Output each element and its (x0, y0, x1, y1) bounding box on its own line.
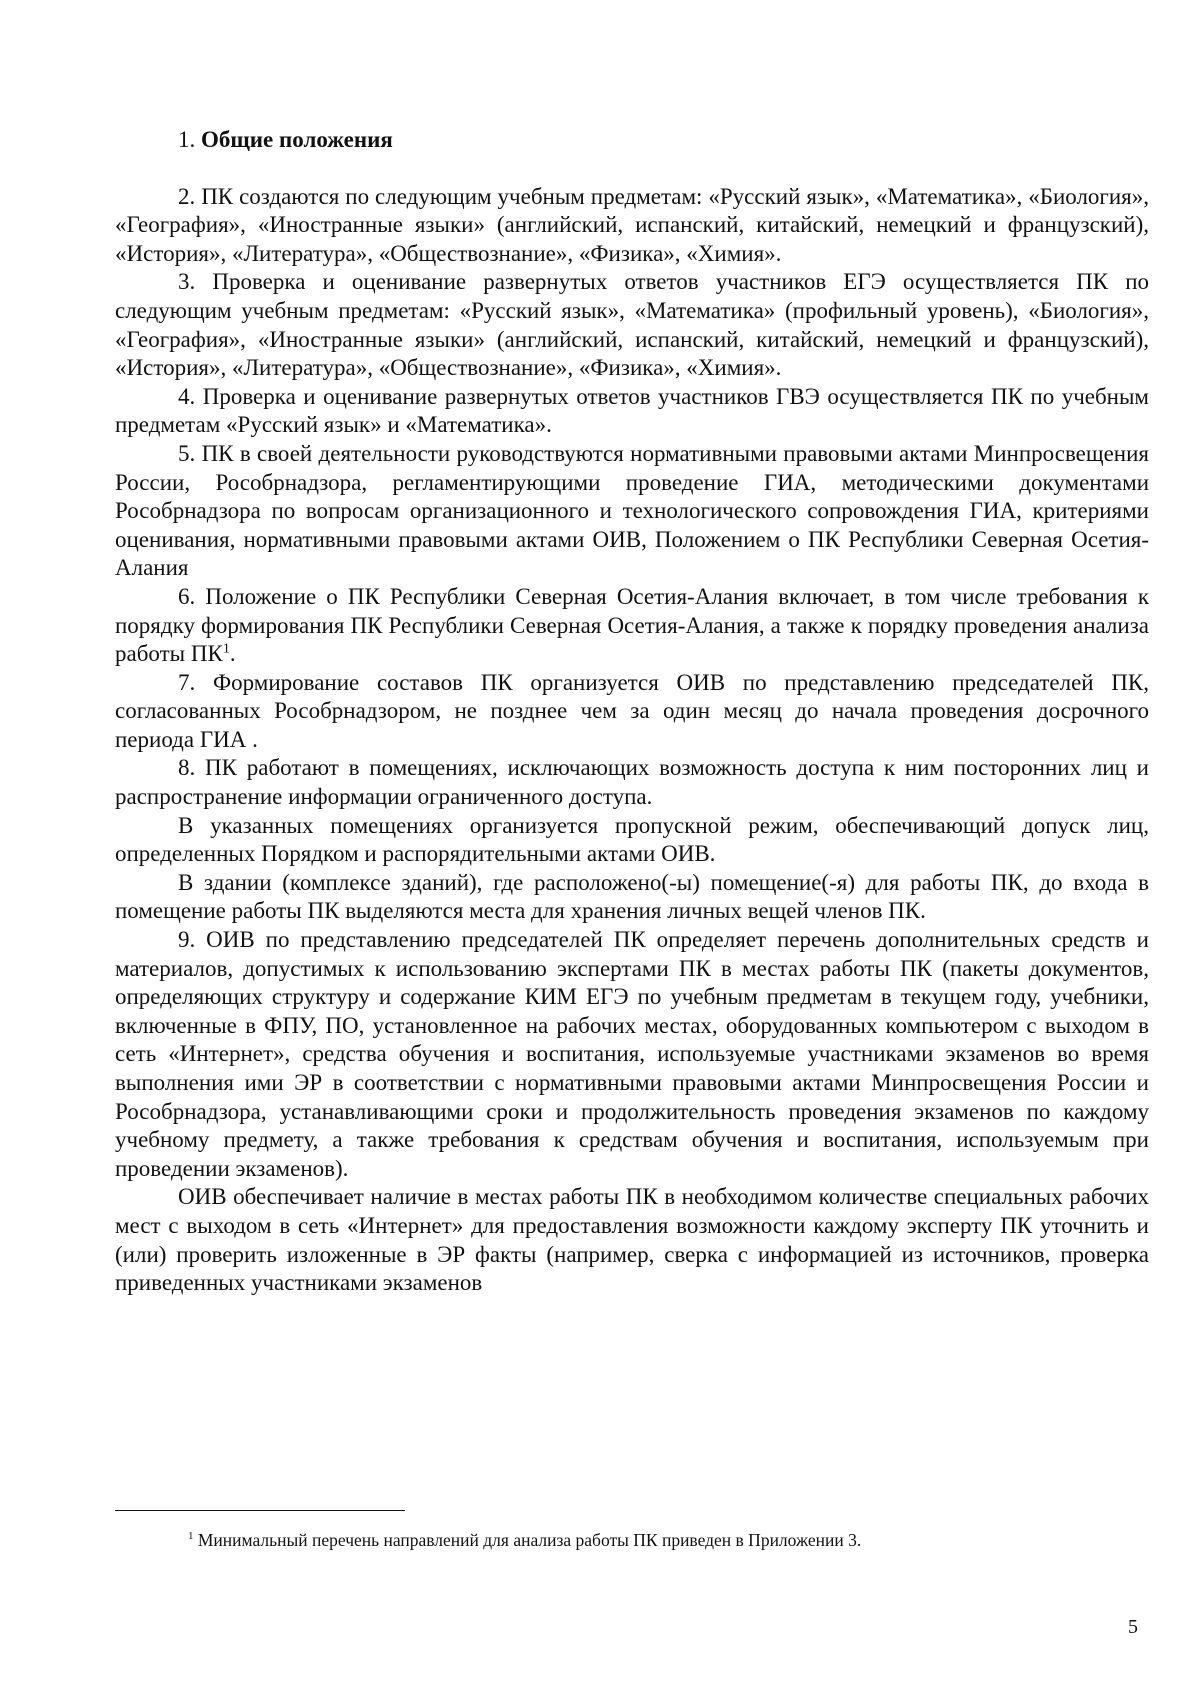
document-body (115, 126, 1149, 1298)
paragraph-9: 9. ОИВ по представлению председателей ПК определяет перечень дополнительных средств и материалов, допустимых к использованию экспертами ПК в местах работы ПК (пакеты документов, определяющих структуру и содержание КИМ ЕГЭ по учебным предметам в текущем году, учебники, включенные в ФПУ, ПО, установленное на рабочих местах, оборудованных компьютером с выходом в сеть «Интернет», средства обучения и воспитания, используемые участниками экзаменов во время выполнения ими ЭР в соответствии с нормативными правовыми актами Минпросвещения России и Рособрнадзора, устанавливающими сроки и продолжительность проведения экзаменов по каждому учебному предмету, а также требования к средствам обучения и воспитания, используемым при проведении экзаменов). (115, 927, 1149, 1181)
paragraph-3: 3. Проверка и оценивание развернутых ответов участников ЕГЭ осуществляется ПК по следующим учебным предметам: «Русский язык», «Математика» (профильный уровень), «Биология», «География», «Иностранные языки» (английский, испанский, китайский, немецкий и французский), «История», «Литература», «Обществознание», «Физика», «Химия». (115, 269, 1149, 381)
footnote-separator (115, 1510, 405, 1511)
footnote-mark: 1 (188, 1530, 194, 1543)
paragraph-8-storage: В здании (комплексе зданий), где расположено(-ы) помещение(-я) для работы ПК, до входа в помещение работы ПК выделяются места для хранения личных вещей членов ПК. (115, 869, 1149, 924)
paragraph-6-text: 6. Положение о ПК Республики Северная Осетия-Алания включает, в том числе требования к порядку формирования ПК Республики Северная Осетия-Алания, а также к порядку проведения анализа работы ПК (115, 583, 1149, 667)
paragraph-6-end: . (229, 641, 236, 667)
section-title: Общие положения (201, 127, 393, 152)
section-heading (115, 126, 1149, 155)
paragraph-8-access-mode: В указанных помещениях организуется пропускной режим, обеспечивающий допуск лиц, определенных Порядком и распорядительными актами ОИВ. (115, 812, 1149, 867)
page-number: 5 (1128, 1616, 1138, 1638)
section-number: 1. (178, 127, 196, 152)
paragraph-2: 2. ПК создаются по следующим учебным предметам: «Русский язык», «Математика», «Биология», «География», «Иностранные языки» (английский, испанский, китайский, немецкий и французский), «История», «Литература», «Обществознание», «Физика», «Химия». (115, 183, 1149, 266)
paragraph-4: 4. Проверка и оценивание развернутых ответов участников ГВЭ осуществляется ПК по учебным предметам «Русский язык» и «Математика». (115, 383, 1149, 438)
footnote (188, 1529, 1128, 1551)
paragraph-8: 8. ПК работают в помещениях, исключающих возможность доступа к ним посторонних лиц и распространение информации ограниченного доступа. (115, 755, 1149, 810)
footnote-text: Минимальный перечень направлений для анализа работы ПК приведен в Приложении 3. (197, 1530, 862, 1550)
footnote-reference: 1 (222, 641, 230, 657)
paragraph-6 (115, 583, 1149, 669)
paragraph-5: 5. ПК в своей деятельности руководствуются нормативными правовыми актами Минпросвещения России, Рособрнадзора, регламентирующими проведение ГИА, методическими документами Рособрнадзора по вопросам организационного и технологического сопровождения ГИА, критериями оценивания, нормативными правовыми актами ОИВ, Положением о ПК Республики Северная Осетия-Алания (115, 440, 1149, 581)
paragraph-9-internet: ОИВ обеспечивает наличие в местах работы ПК в необходимом количестве специальных рабочих мест с выходом в сеть «Интернет» для предоставления возможности каждому эксперту ПК уточнить и (или) проверить изложенные в ЭР факты (например, сверка с информацией из источников, проверка приведенных участниками экзаменов (115, 1184, 1149, 1296)
paragraph-7: 7. Формирование составов ПК организуется ОИВ по представлению председателей ПК, согласованных Рособрнадзором, не позднее чем за один месяц до начала проведения досрочного периода ГИА . (115, 669, 1149, 752)
